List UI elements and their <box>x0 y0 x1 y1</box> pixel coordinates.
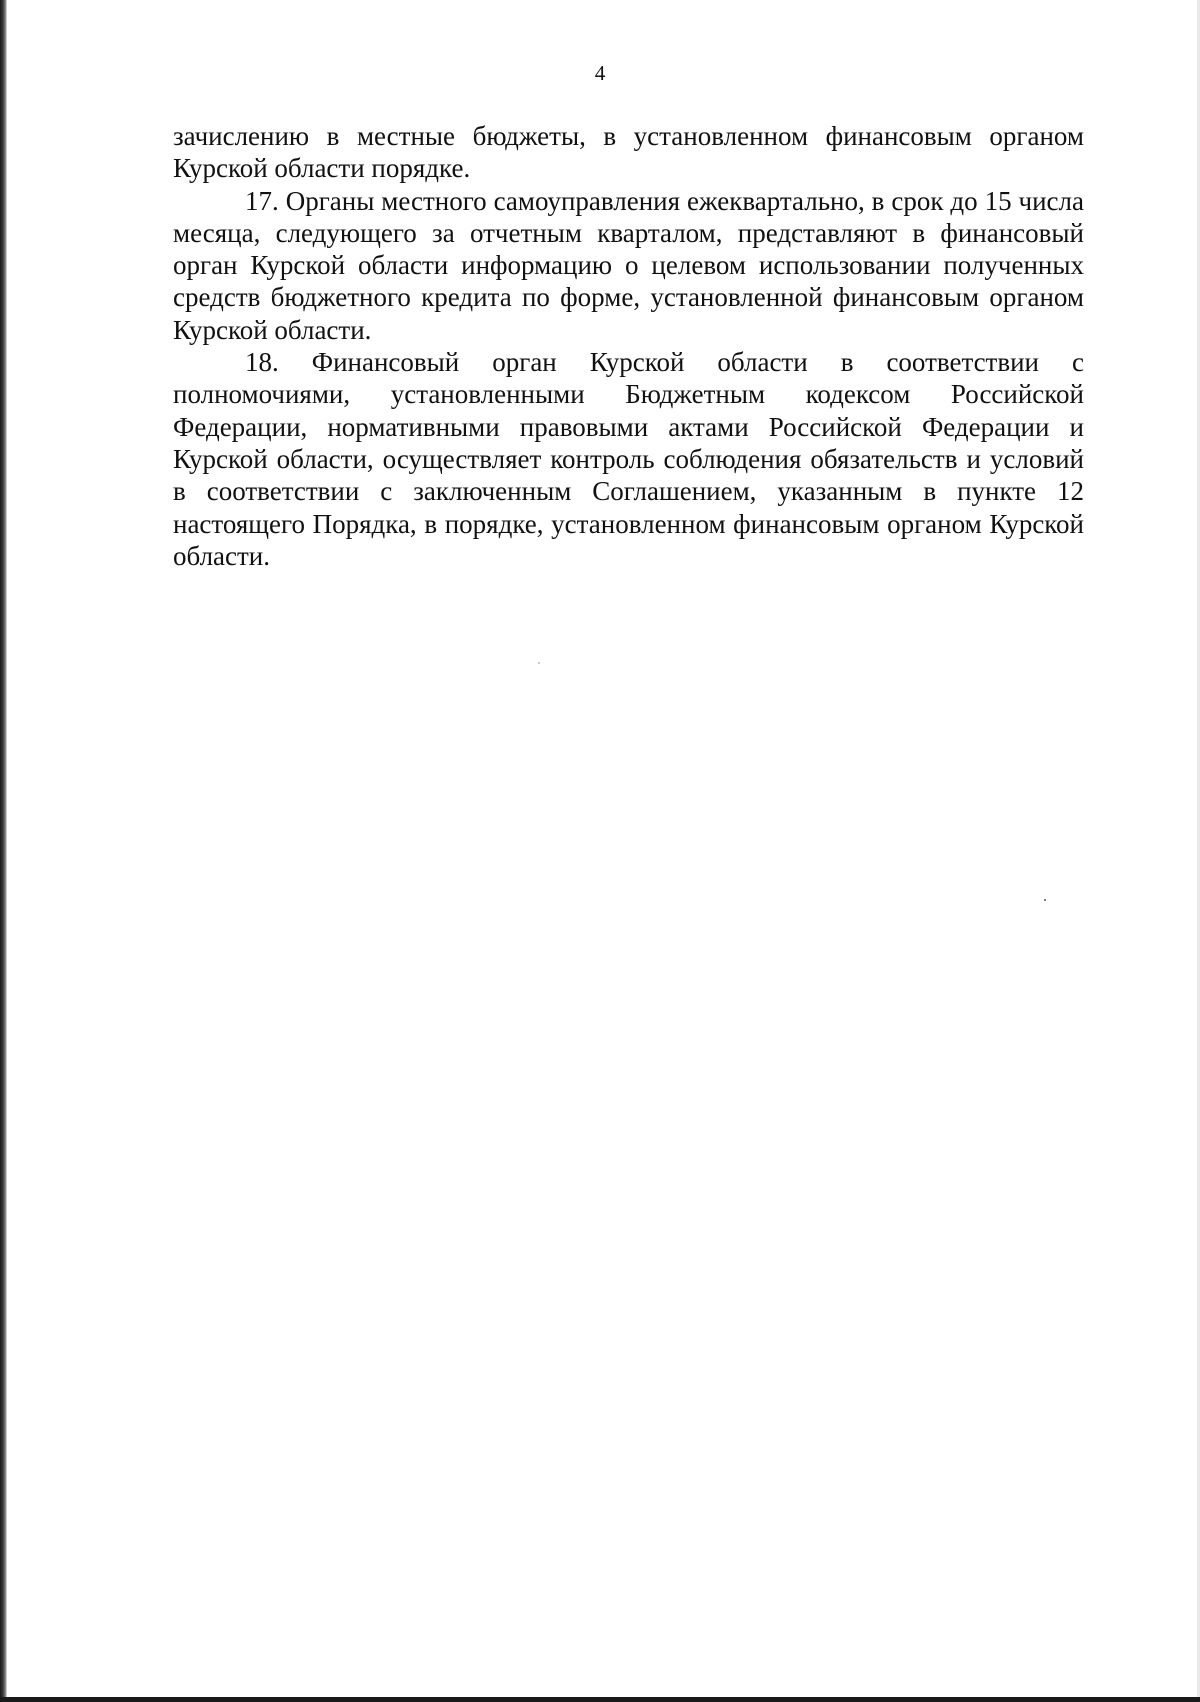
document-body <box>173 120 1084 572</box>
paragraph-item-17: 17. Органы местного самоуправления ежеквартально, в срок до 15 числа месяца, следующего за отчетным кварталом, представляют в финансовый орган Курской области информацию о целевом использовании полученных средств бюджетного кредита по форме, установленной финансовым органом Курской области. <box>173 185 1084 345</box>
paragraph-item-18: 18. Финансовый орган Курской области в соответствии с полномочиями, установленными Бюджетным кодексом Российской Федерации, нормативными правовыми актами Российской Федерации и Курской области, осуществляет контроль соблюдения обязательств и условий в соответствии с заключенным Соглашением, указанным в пункте 12 настоящего Порядка, в порядке, установленном финансовым органом Курской области. <box>173 347 1084 571</box>
scan-border-left <box>0 0 7 1702</box>
scan-speck <box>1044 899 1046 901</box>
scan-border-bottom <box>0 1697 1200 1702</box>
page-number: 4 <box>594 61 606 85</box>
scan-speck <box>538 662 540 664</box>
paragraph-continuation: зачислению в местные бюджеты, в установленном финансовым органом Курской области порядке. <box>173 121 1084 184</box>
